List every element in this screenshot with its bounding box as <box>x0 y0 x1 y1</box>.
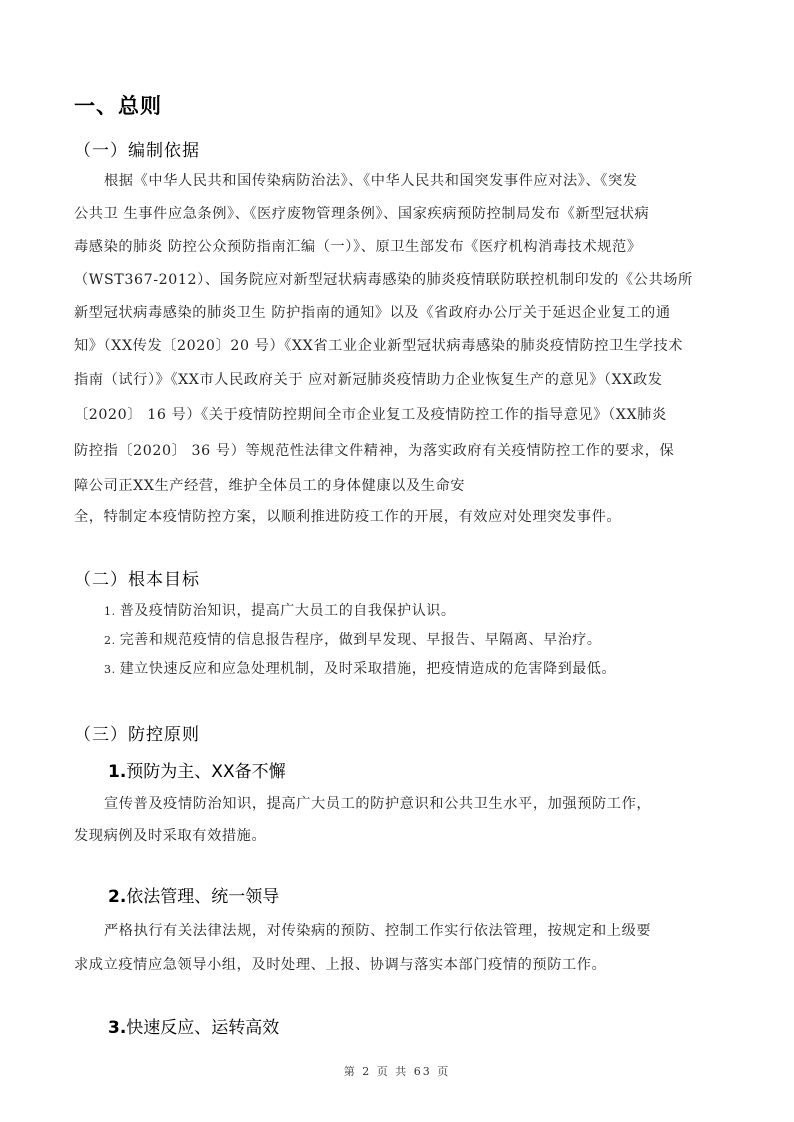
paragraph-line: （WST367-2012）、国务院应对新型冠状病毒感染的肺炎疫情联防联控机制印发的《公共场所 <box>74 272 693 288</box>
list-number: 2. <box>104 634 116 647</box>
paragraph-line: 全，特制定本疫情防控方案，以顺利推进防疫工作的开展，有效应对处理突发事件。 <box>74 509 622 525</box>
paragraph-line: 〔2020〕 16 号）《关于疫情防控期间全市企业复工及疫情防控工作的指导意见》（XX肺炎 <box>74 407 667 423</box>
subsection-heading-basis: （一）编制依据 <box>74 141 200 161</box>
principle-number: 2. <box>108 887 127 907</box>
paragraph-line: 防控指〔2020〕 36 号）等规范性法律文件精神，为落实政府有关疫情防控工作的要求，保 <box>74 443 675 459</box>
list-text: 建立快速反应和应急处理机制，及时采取措施，把疫情造成的危害降到最低。 <box>119 661 617 677</box>
paragraph-line: 宣传普及疫情防治知识，提高广大员工的防护意识和公共卫生水平，加强预防工作， <box>104 796 652 812</box>
paragraph-line: 公共卫 生事件应急条例》、《医疗废物管理条例》、国家疾病预防控制局发布《新型冠状病 <box>74 206 650 222</box>
list-item <box>104 658 616 678</box>
subsection-heading-principles: （三）防控原则 <box>74 725 200 745</box>
paragraph-line: 毒感染的肺炎 防控公众预防指南汇编（一）》、原卫生部发布《医疗机构消毒技术规范》 <box>74 239 642 255</box>
paragraph-line: 知》（XX传发〔2020〕20 号）《XX省工业企业新型冠状病毒感染的肺炎疫情防控卫生学技术 <box>74 338 684 354</box>
paragraph-line: 根据《中华人民共和国传染病防治法》、《中华人民共和国突发事件应对法》、《突发 <box>104 173 638 189</box>
principle-heading-3 <box>108 1013 279 1038</box>
paragraph-line: 指南（试行）》《XX市人民政府关于 应对新冠肺炎疫情助力企业恢复生产的意见》（XX政发 <box>74 372 663 388</box>
list-item <box>104 600 456 620</box>
principle-title: 快速反应、运转高效 <box>126 1018 280 1038</box>
list-text: 完善和规范疫情的信息报告程序，做到早发现、早报告、早隔离、早治疗。 <box>119 632 602 648</box>
list-item <box>104 629 602 649</box>
principle-title: 依法管理、统一领导 <box>126 887 280 907</box>
principle-heading-2 <box>108 882 279 907</box>
paragraph-line: 新型冠状病毒感染的肺炎卫生 防护指南的通知》以及《省政府办公厅关于延迟企业复工的通 <box>74 305 671 321</box>
paragraph-line: 障公司正XX生产经营，维护全体员工的身体健康以及生命安 <box>74 478 466 494</box>
list-text: 普及疫情防治知识，提高广大员工的自我保护认识。 <box>119 603 456 619</box>
paragraph-line: 严格执行有关法律法规，对传染病的预防、控制工作实行依法管理，按规定和上级要 <box>104 923 652 939</box>
page-footer: 第 2 页 共 63 页 <box>343 1065 451 1078</box>
principle-number: 1. <box>108 762 127 782</box>
paragraph-line: 发现病例及时采取有效措施。 <box>74 828 267 844</box>
principle-title: 预防为主、XX备不懈 <box>126 762 286 782</box>
paragraph-line: 求成立疫情应急领导小组，及时处理、上报、协调与落实本部门疫情的预防工作。 <box>74 957 607 973</box>
list-number: 3. <box>104 663 116 676</box>
subsection-heading-goals: （二）根本目标 <box>74 570 200 590</box>
list-number: 1. <box>104 605 116 618</box>
section-heading: 一、总则 <box>74 94 162 118</box>
principle-heading-1 <box>108 757 286 782</box>
principle-number: 3. <box>108 1018 127 1038</box>
